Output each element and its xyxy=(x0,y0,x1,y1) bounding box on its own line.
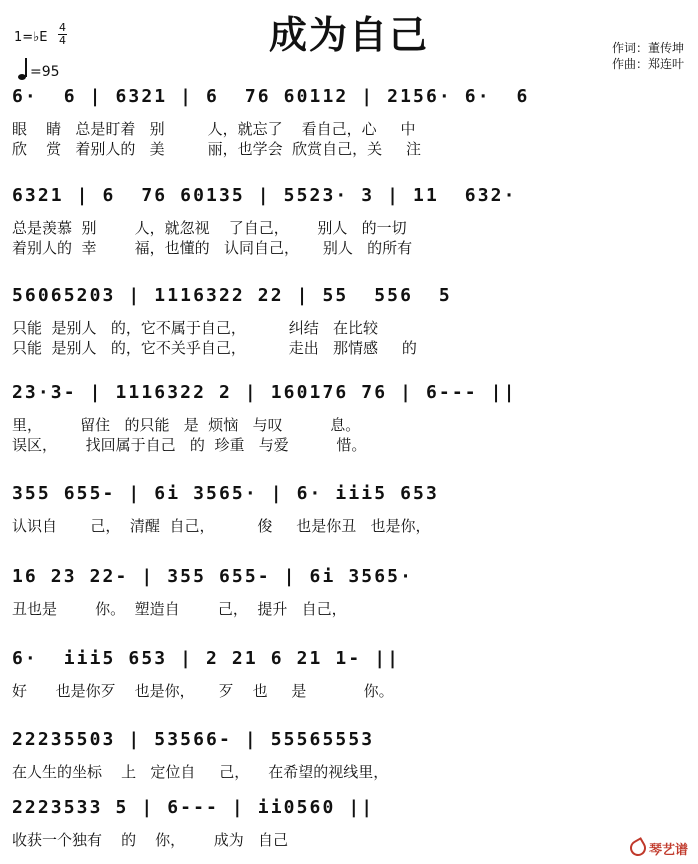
lyric-line-1: 好 也是你歹 也是你， 歹 也 是 你。 xyxy=(12,682,394,700)
notation-line: 23·3- | 1116322 2 | 160176 76 | 6--- || xyxy=(12,382,517,403)
lyric-line-2: 误区， 找回属于自己 的 珍重 与爱 惜。 xyxy=(12,436,367,454)
lyric-line-2: 欣 赏 着别人的 美 丽，也学会 欣赏自己，关 注 xyxy=(12,140,421,158)
lyric-line-1: 认识自 己， 清醒 自己， 俊 也是你丑 也是你， xyxy=(12,517,431,535)
notation-line: 16 23 22- | 355 655- | 6i 3565· xyxy=(12,566,414,587)
song-title: 成为自己 xyxy=(268,13,429,57)
notation-line: 6321 | 6 76 60135 | 5523· 3 | 11 632· xyxy=(12,185,517,206)
notation-line: 22235503 | 53566- | 55565553 xyxy=(12,729,375,750)
lyricist: 作词：董传坤 xyxy=(611,41,684,55)
watermark-text: 琴艺谱 xyxy=(648,843,688,858)
lyric-line-1: 总是羡慕 别 人，就忽视 了自己， 别人 的一切 xyxy=(12,219,407,237)
lyric-line-1: 只能 是别人 的，它不属于自己， 纠结 在比较 xyxy=(12,319,379,337)
credits xyxy=(612,40,684,72)
lyric-line-1: 收获一个独有 的 你， 成为 自己 xyxy=(12,831,289,849)
notation-line: 56065203 | 1116322 22 | 55 556 5 xyxy=(12,285,452,306)
notation-line: 6· iii5 653 | 2 21 6 21 1- || xyxy=(12,648,401,669)
key-signature: 1=♭E xyxy=(14,30,48,45)
lyric-line-2: 着别人的 幸 福，也懂的 认同自己， 别人 的所有 xyxy=(12,239,413,257)
lyric-line-1: 丑也是 你。 塑造自 己， 提升 自己， xyxy=(12,600,347,618)
notation-line: 6· 6 | 6321 | 6 76 60112 | 2156· 6· 6 xyxy=(12,86,530,107)
tempo-value: =95 xyxy=(30,64,60,80)
music-logo-icon xyxy=(627,837,649,859)
time-bottom: 4 xyxy=(59,34,66,47)
time-top: 4 xyxy=(59,21,66,34)
notation-line: 355 655- | 6i 3565· | 6· iii5 653 xyxy=(12,483,439,504)
watermark xyxy=(630,839,688,858)
composer: 作曲：郑连叶 xyxy=(611,57,684,71)
time-signature xyxy=(58,22,67,47)
lyric-line-1: 里， 留住 的只能 是 烦恼 与叹 息。 xyxy=(12,416,361,434)
tempo-marking xyxy=(18,58,60,80)
quarter-note-icon xyxy=(18,58,27,80)
lyric-line-1: 眼 睛 总是盯着 别 人，就忘了 看自己，心 中 xyxy=(12,120,416,138)
notation-line: 2223533 5 | 6--- | ii0560 || xyxy=(12,797,375,818)
lyric-line-1: 在人生的坐标 上 定位自 己， 在希望的视线里， xyxy=(12,763,389,781)
lyric-line-2: 只能 是别人 的，它不关乎自己， 走出 那情感 的 xyxy=(12,339,417,357)
